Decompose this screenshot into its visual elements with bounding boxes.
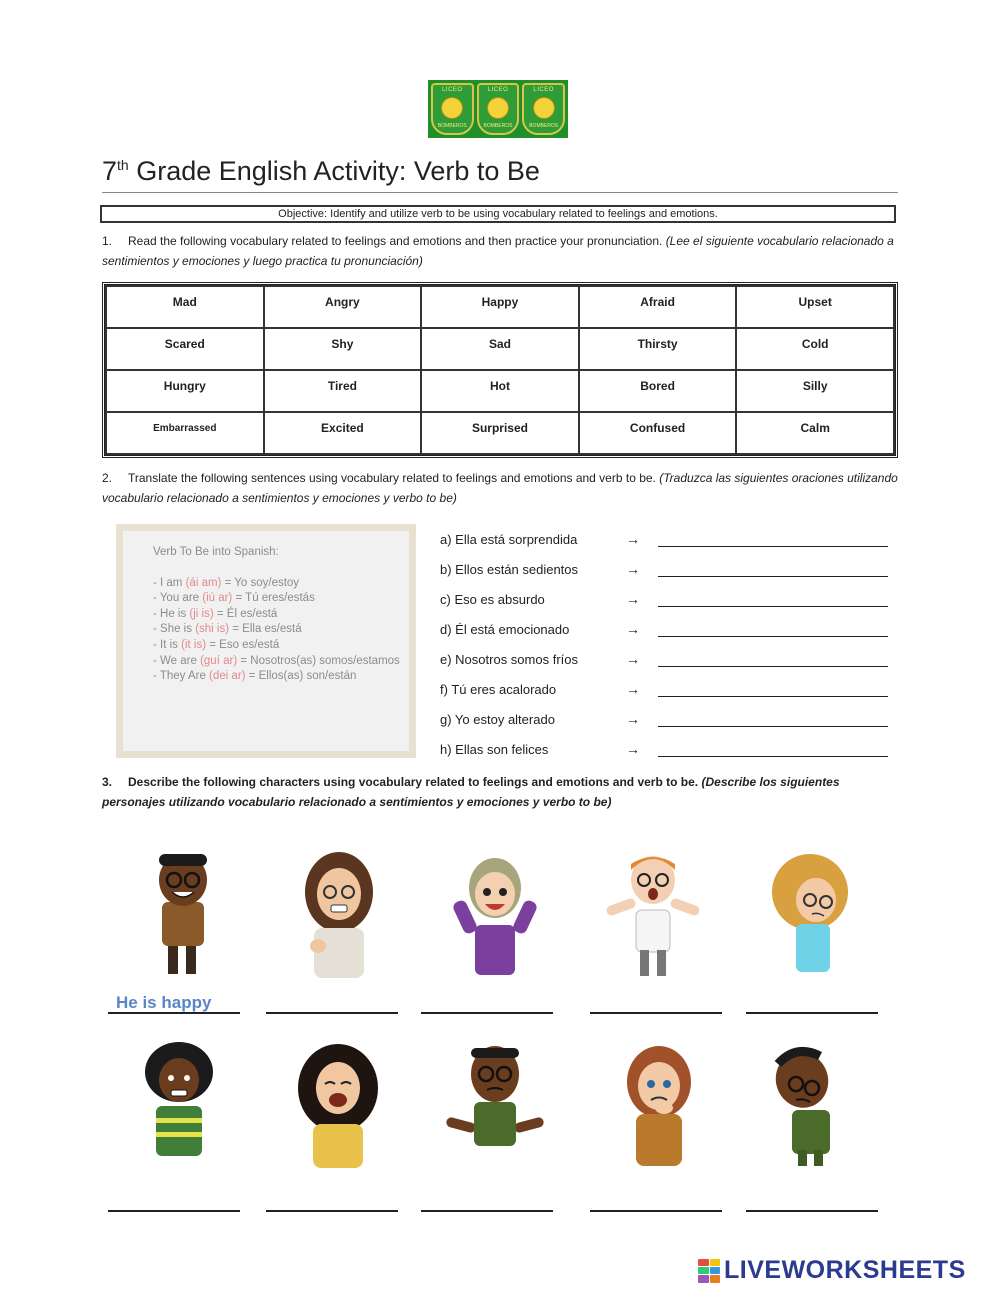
answer-field[interactable] <box>658 742 888 757</box>
liveworksheets-logo: LIVEWORKSHEETS <box>698 1256 966 1285</box>
answer-field[interactable] <box>658 562 888 577</box>
vocab-cell: Afraid <box>579 286 737 328</box>
question-1: 1. Read the following vocabulary related to feelings and emotions and then practice your pronunciation. (Lee el siguiente vocabulario relacionado a sentimientos y emociones y luego practica tu pronunciación) <box>102 234 894 268</box>
table-row <box>106 286 894 328</box>
board-line: - I am (ái am) = Yo soy/estoy <box>153 576 300 589</box>
vocab-cell: Silly <box>736 370 894 412</box>
character-confused-boy <box>440 1040 550 1170</box>
arrow-right-icon: → <box>626 651 640 667</box>
board-line: - We are (guí ar) = Nosotros(as) somos/estamos <box>153 654 400 667</box>
answer-field[interactable] <box>658 712 888 727</box>
character-excited-girl <box>440 850 550 980</box>
table-row <box>106 370 894 412</box>
list-item: b) Ellos están sedientos → <box>440 554 900 584</box>
board-line: - It is (it is) = Eso es/está <box>153 638 280 651</box>
title-divider <box>102 192 898 193</box>
answer-line[interactable] <box>746 1210 878 1212</box>
answer-field[interactable] <box>658 682 888 697</box>
arrow-right-icon: → <box>626 621 640 637</box>
character-tired-boy <box>750 1040 860 1170</box>
vocab-cell: Surprised <box>421 412 579 454</box>
answer-line[interactable] <box>421 1210 553 1212</box>
answer-line[interactable] <box>590 1012 722 1014</box>
emoji-mask-icon <box>533 97 555 119</box>
list-item: e) Nosotros somos fríos → <box>440 644 900 674</box>
example-answer: He is happy <box>116 993 212 1012</box>
vocab-cell: Mad <box>106 286 264 328</box>
liveworksheets-mark-icon <box>698 1259 720 1283</box>
answer-field[interactable] <box>658 652 888 667</box>
vocab-cell: Shy <box>264 328 422 370</box>
vocab-cell: Confused <box>579 412 737 454</box>
question-2: 2. Translate the following sentences using vocabulary related to feelings and emotions and verb to be. (Traduzca las siguientes oraciones utilizando vocabulario relacionado a sentimientos y emociones y verbo to be) <box>102 471 898 505</box>
character-scared-girl <box>284 850 394 980</box>
vocab-cell: Hungry <box>106 370 264 412</box>
shield-emblem: LICEO BOMBEROS <box>522 83 565 135</box>
table-row <box>106 412 894 454</box>
arrow-right-icon: → <box>626 531 640 547</box>
list-item: d) Él está emocionado → <box>440 614 900 644</box>
answer-field[interactable] <box>658 592 888 607</box>
answer-line[interactable] <box>421 1012 553 1014</box>
board-line: - He is (ji is) = Él es/está <box>153 607 278 620</box>
character-surprised-boy <box>598 850 708 980</box>
vocabulary-table <box>102 282 898 458</box>
vocab-cell: Embarrassed <box>106 412 264 454</box>
character-crying-girl <box>283 1040 393 1170</box>
list-item: c) Eso es absurdo → <box>440 584 900 614</box>
list-item: g) Yo estoy alterado → <box>440 704 900 734</box>
arrow-right-icon: → <box>626 561 640 577</box>
shield-emblem: LICEO BOMBEROS <box>431 83 474 135</box>
arrow-right-icon: → <box>626 591 640 607</box>
vocab-cell: Bored <box>579 370 737 412</box>
vocab-cell: Upset <box>736 286 894 328</box>
arrow-right-icon: → <box>626 741 640 757</box>
board-line: - She is (shi is) = Ella es/está <box>153 623 302 636</box>
arrow-right-icon: → <box>626 711 640 727</box>
character-afraid-boy <box>124 1040 234 1170</box>
answer-line[interactable] <box>266 1012 398 1014</box>
board-line: - They Are (dei ar) = Ellos(as) son/están <box>153 670 357 683</box>
vocab-cell: Cold <box>736 328 894 370</box>
list-item: h) Ellas son felices → <box>440 734 900 764</box>
table-row <box>106 328 894 370</box>
answer-line[interactable] <box>108 1210 240 1212</box>
vocab-cell: Excited <box>264 412 422 454</box>
character-sad-girl <box>604 1040 714 1170</box>
objective-box: Objective: Identify and utilize verb to be using vocabulary related to feelings and emotions. <box>100 205 896 223</box>
answer-line[interactable] <box>108 1012 240 1014</box>
emoji-mask-icon <box>441 97 463 119</box>
character-happy-boy <box>128 850 238 980</box>
list-item: a) Ella está sorprendida → <box>440 524 900 554</box>
vocab-cell: Tired <box>264 370 422 412</box>
vocab-cell: Angry <box>264 286 422 328</box>
translation-list <box>440 524 900 764</box>
answer-line[interactable] <box>746 1012 878 1014</box>
shield-emblem: LICEO BOMBEROS <box>477 83 520 135</box>
answer-line[interactable] <box>266 1210 398 1212</box>
lightbulb-icon <box>487 97 509 119</box>
verb-to-be-board <box>116 524 416 758</box>
page-title: 7th Grade English Activity: Verb to Be <box>102 156 540 186</box>
vocab-cell: Scared <box>106 328 264 370</box>
question-3: 3. Describe the following characters using vocabulary related to feelings and emotions and verb to be. (Describe los siguientes personajes utilizando vocabulario relacionado a sentimientos y emociones y verbo to be) <box>102 775 840 809</box>
school-logo <box>428 80 568 138</box>
vocab-cell: Thirsty <box>579 328 737 370</box>
list-item: f) Tú eres acalorado → <box>440 674 900 704</box>
vocab-cell: Happy <box>421 286 579 328</box>
answer-field[interactable] <box>658 622 888 637</box>
board-title: Verb To Be into Spanish: <box>153 546 279 558</box>
arrow-right-icon: → <box>626 681 640 697</box>
answer-line[interactable] <box>590 1210 722 1212</box>
vocab-cell: Calm <box>736 412 894 454</box>
answer-field[interactable] <box>658 532 888 547</box>
vocab-cell: Sad <box>421 328 579 370</box>
character-shy-girl <box>758 850 868 980</box>
vocab-cell: Hot <box>421 370 579 412</box>
board-line: - You are (iú ar) = Tú eres/estás <box>153 592 315 605</box>
